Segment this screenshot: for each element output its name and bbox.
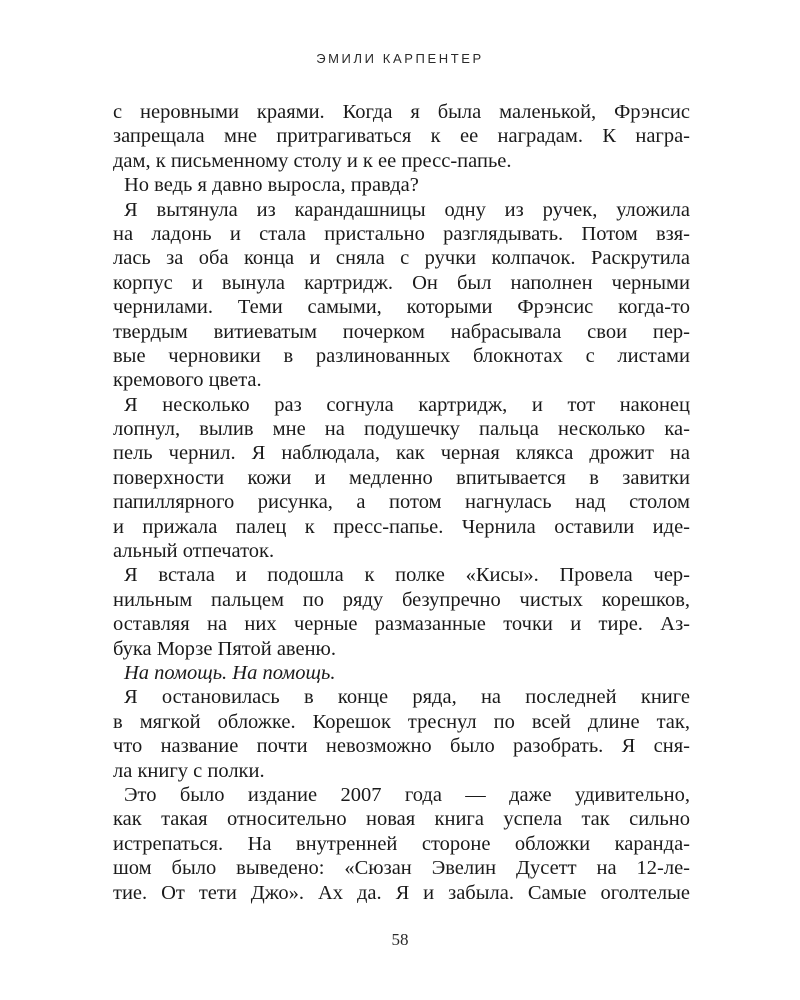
text-line: поверхности кожи и медленно впитывается в завитки <box>113 466 690 489</box>
text-line: и прижала палец к пресс-папье. Чернила оставили иде- <box>113 515 690 538</box>
text-line: истрепаться. На внутренней стороне обложки каранда- <box>113 832 690 855</box>
text-line: на ладонь и стала пристально разглядывать. Потом взя- <box>113 222 690 245</box>
text-line: тие. От тети Джо». Ах да. Я и забыла. Самые оголтелые <box>113 881 690 904</box>
text-line: твердым витиеватым почерком набрасывала свои пер- <box>113 320 690 343</box>
text-line: оставляя на них черные размазанные точки и тире. Аз- <box>113 613 690 636</box>
text-line: Это было издание 2007 года — даже удивительно, <box>124 783 690 806</box>
page-number: 58 <box>391 930 409 949</box>
text-line: кремового цвета. <box>113 369 262 392</box>
text-line: как такая относительно новая книга успела так сильно <box>113 808 690 831</box>
text-line: пель чернил. Я наблюдала, как черная клякса дрожит на <box>113 442 690 465</box>
text-line: папиллярного рисунка, а потом нагнулась над столом <box>113 491 690 514</box>
text-line: лопнул, вылив мне на подушечку пальца несколько ка- <box>113 418 690 441</box>
text-line: в мягкой обложке. Корешок треснул по всей длине так, <box>113 710 690 733</box>
text-line: запрещала мне притрагиваться к ее наградам. К награ- <box>113 125 690 148</box>
text-line: ла книгу с полки. <box>113 759 265 782</box>
text-line: Я несколько раз согнула картридж, и тот наконец <box>124 393 690 416</box>
text-line: что название почти невозможно было разобрать. Я сня- <box>113 735 690 758</box>
text-line: корпус и вынула картридж. Он был наполнен черными <box>113 271 690 294</box>
text-line: чернилами. Теми самыми, которыми Фрэнсис когда-то <box>113 296 690 319</box>
text-line: бука Морзе Пятой авеню. <box>113 637 336 660</box>
text-line: альный отпечаток. <box>113 540 275 563</box>
text-line: шом было выведено: «Сюзан Эвелин Дусетт на 12-ле- <box>113 857 690 880</box>
text-line: Я встала и подошла к полке «Кисы». Провела чер- <box>124 564 690 587</box>
text-line: На помощь. На помощь. <box>124 661 336 684</box>
running-head-author: ЭМИЛИ КАРПЕНТЕР <box>316 51 484 66</box>
text-line: Но ведь я давно выросла, правда? <box>124 174 419 197</box>
page-body-text <box>113 100 690 905</box>
text-line: лась за оба конца и сняла с ручки колпачок. Раскрутила <box>113 247 690 270</box>
text-line: нильным пальцем по ряду безупречно чистых корешков, <box>113 588 690 611</box>
text-line: Я вытянула из карандашницы одну из ручек, уложила <box>124 198 690 221</box>
text-line: вые черновики в разлинованных блокнотах с листами <box>113 344 690 367</box>
text-line: дам, к письменному столу и к ее пресс-папье. <box>113 149 512 172</box>
text-line: с неровными краями. Когда я была маленькой, Фрэнсис <box>113 101 690 123</box>
text-line: Я остановилась в конце ряда, на последней книге <box>124 686 690 709</box>
